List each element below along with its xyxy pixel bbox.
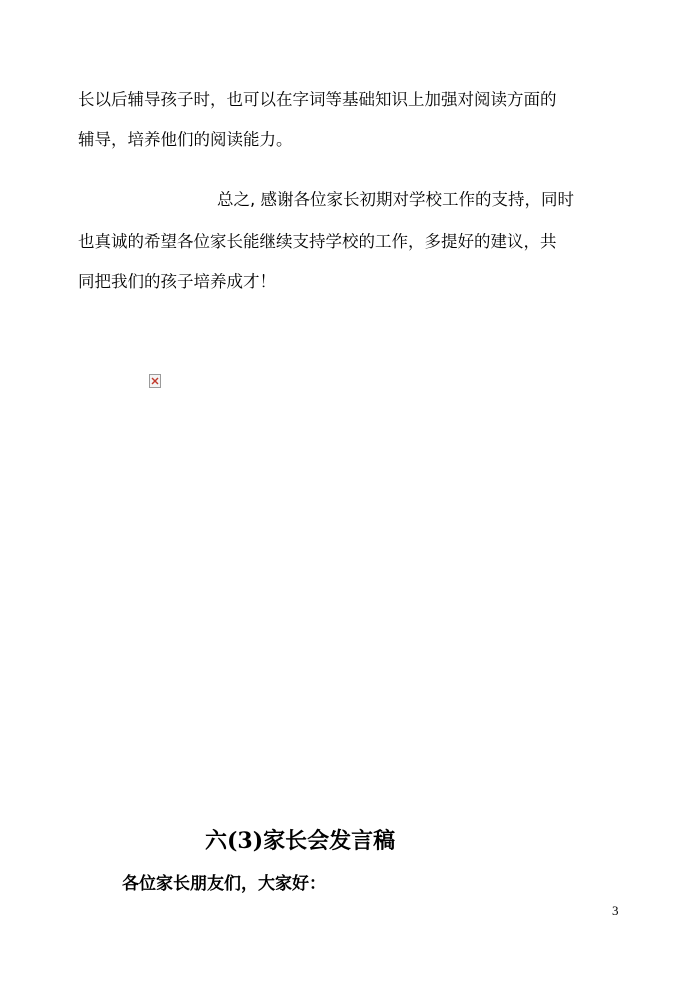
- page-number: 3: [612, 903, 619, 918]
- broken-image-icon: [149, 374, 161, 388]
- paragraph-2-line-3: 同把我们的孩子培养成才！: [78, 272, 276, 291]
- paragraph-2-line-2: 也真诚的希望各位家长能继续支持学校的工作，多提好的建议，共: [78, 232, 557, 251]
- paragraph-1-line-1: 长以后辅导孩子时，也可以在字词等基础知识上加强对阅读方面的: [78, 90, 557, 109]
- greeting-line: 各位家长朋友们，大家好：: [122, 874, 326, 894]
- paragraph-1-line-2: 辅导，培养他们的阅读能力。: [78, 130, 293, 149]
- paragraph-2-line-1: 总之, 感谢各位家长初期对学校工作的支持，同时: [217, 190, 574, 209]
- section-title: 六(3)家长会发言稿: [205, 828, 396, 854]
